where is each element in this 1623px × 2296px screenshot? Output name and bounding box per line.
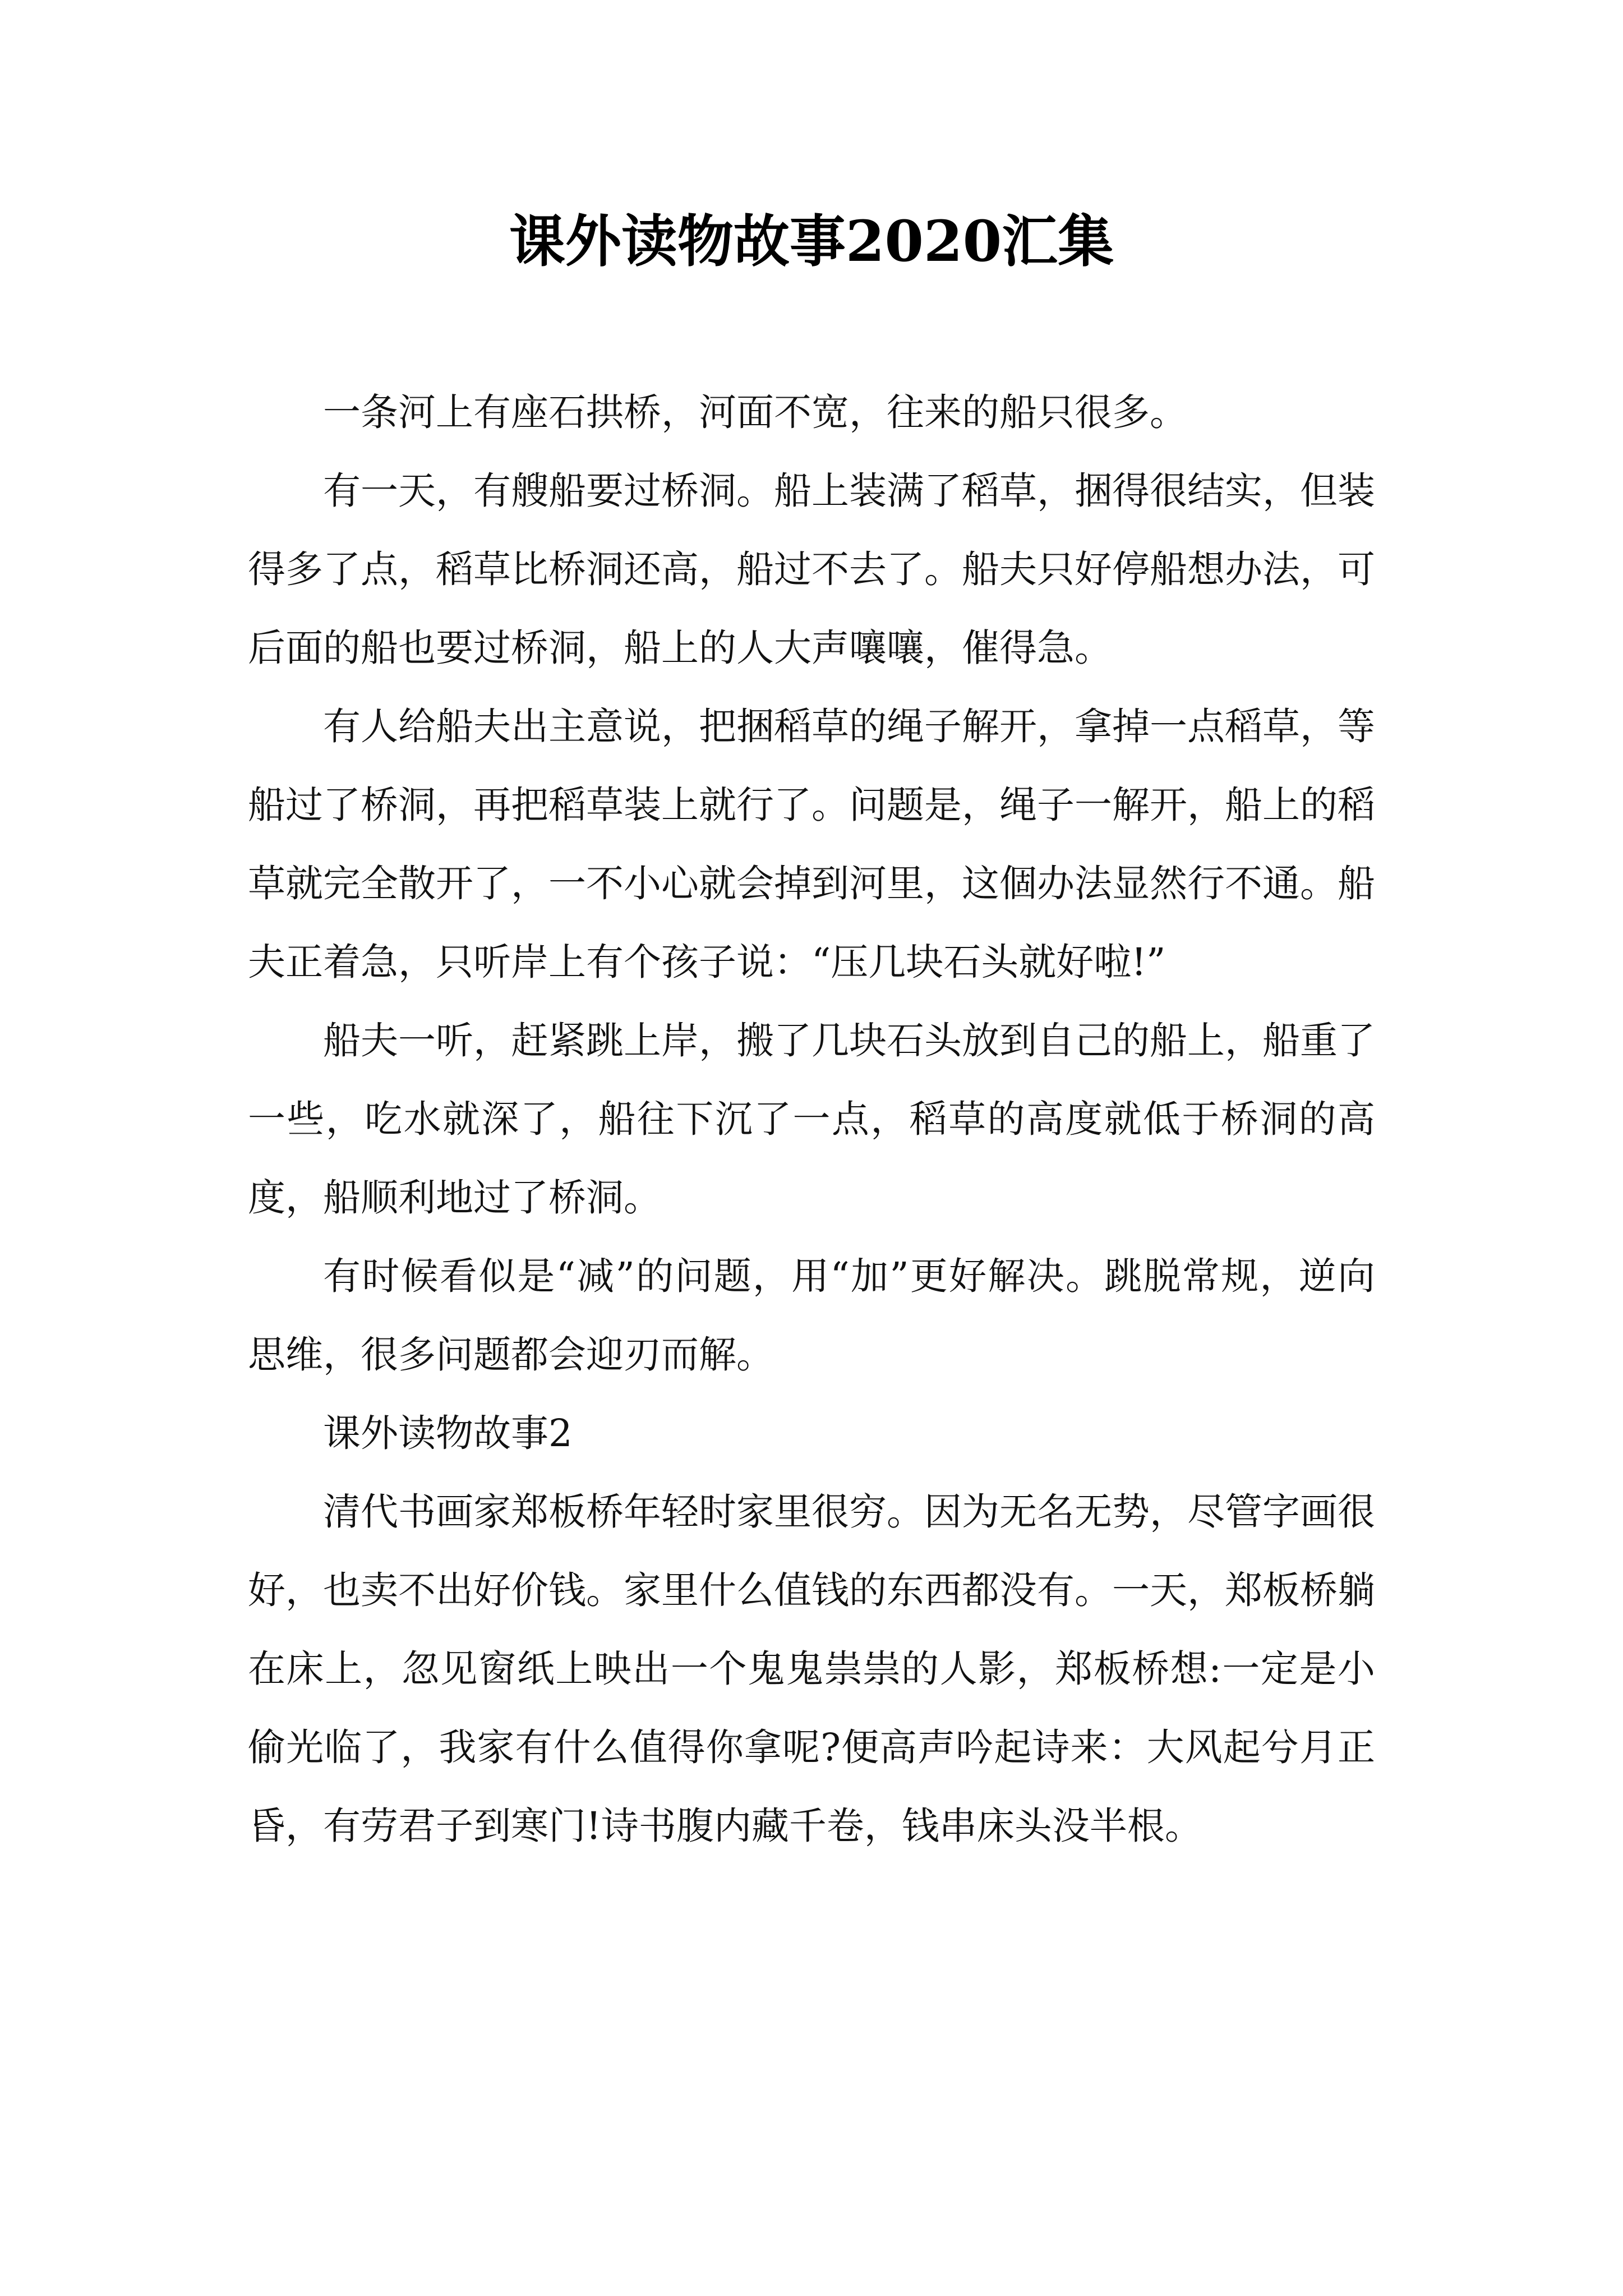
paragraph: 有一天，有艘船要过桥洞。船上装满了稻草，捆得很结实，但装得多了点，稻草比桥洞还高，船过不去了。船夫只好停船想办法，可后面的船也要过桥洞，船上的人大声嚷嚷，催得急。 <box>248 469 1375 670</box>
section-heading: 课外读物故事2 <box>323 1411 573 1455</box>
paragraph: 一条河上有座石拱桥，河面不宽，往来的船只很多。 <box>323 390 1187 434</box>
paragraph: 清代书画家郑板桥年轻时家里很穷。因为无名无势，尽管字画很好，也卖不出好价钱。家里什么值钱的东西都没有。一天，郑板桥躺在床上，忽见窗纸上映出一个鬼鬼祟祟的人影，郑板桥想:一定是小偷光临了，我家有什么值得你拿呢?便高声吟起诗来：大风起兮月正昏，有劳君子到寒门!诗书腹内藏千卷，钱串床头没半根。 <box>248 1490 1375 1848</box>
paragraph: 船夫一听，赶紧跳上岸，搬了几块石头放到自己的船上，船重了一些，吃水就深了，船往下沉了一点，稻草的高度就低于桥洞的高度，船顺利地过了桥洞。 <box>248 1019 1375 1220</box>
document-body <box>248 373 1375 1865</box>
document-title: 课外读物故事2020汇集 <box>509 208 1114 274</box>
paragraph: 有人给船夫出主意说，把捆稻草的绳子解开，拿掉一点稻草，等船过了桥洞，再把稻草装上就行了。问题是，绳子一解开，船上的稻草就完全散开了，一不小心就会掉到河里，这個办法显然行不通。船夫正着急，只听岸上有个孩子说：“压几块石头就好啦!” <box>248 705 1375 984</box>
paragraph: 有时候看似是“减”的问题，用“加”更好解决。跳脱常规，逆向思维，很多问题都会迎刃而解。 <box>248 1254 1375 1377</box>
